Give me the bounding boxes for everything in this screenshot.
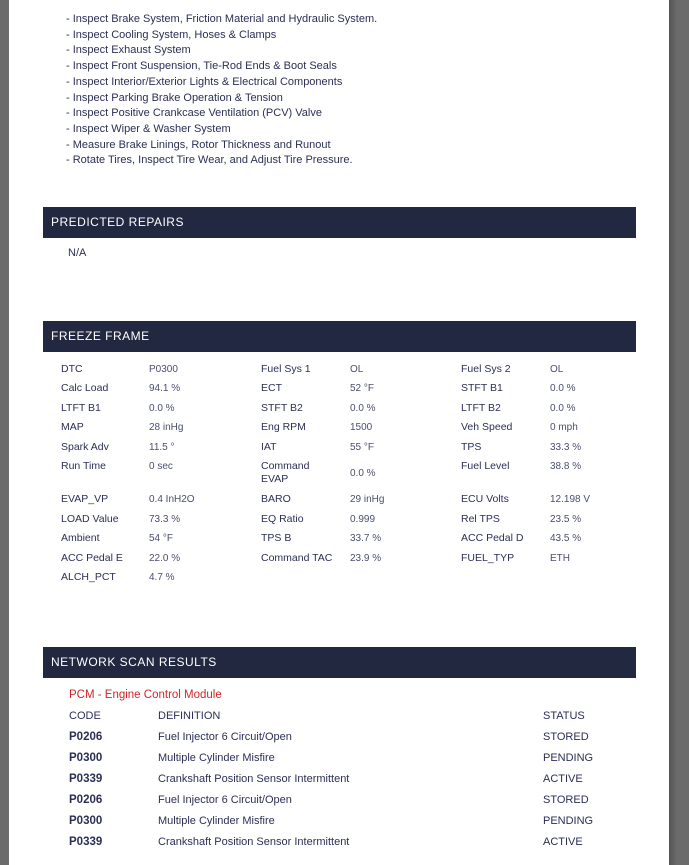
dtc-status: PENDING <box>543 815 594 827</box>
freeze-frame-label: STFT B2 <box>261 402 303 414</box>
freeze-frame-value: ETH <box>550 553 570 564</box>
freeze-frame-label: FUEL_TYP <box>461 552 515 564</box>
dtc-definition: Multiple Cylinder Misfire <box>158 752 275 764</box>
freeze-frame-label: Rel TPS <box>461 513 500 525</box>
freeze-frame-value: 0.4 InH2O <box>149 494 195 505</box>
freeze-frame-value: 28 inHg <box>149 422 184 433</box>
freeze-frame-value: 0.999 <box>350 514 376 525</box>
freeze-frame-value: 94.1 % <box>149 383 181 394</box>
checklist-item: - Inspect Front Suspension, Tie-Rod Ends & Boot Seals <box>66 60 337 73</box>
freeze-frame-value: 0 sec <box>149 461 173 472</box>
network-scan-header: NETWORK SCAN RESULTS <box>43 647 636 678</box>
freeze-frame-value: 12.198 V <box>550 494 591 505</box>
freeze-frame-label: BARO <box>261 493 291 505</box>
freeze-frame-label: Fuel Sys 2 <box>461 363 511 375</box>
freeze-frame-label: LTFT B1 <box>61 402 101 414</box>
dtc-status: STORED <box>543 731 589 743</box>
status-column-header: STATUS <box>543 710 585 722</box>
freeze-frame-label: ECU Volts <box>461 493 509 505</box>
dtc-status: ACTIVE <box>543 773 583 785</box>
dtc-code: P0206 <box>69 731 103 743</box>
freeze-frame-value: 0.0 % <box>550 383 576 394</box>
freeze-frame-header: FREEZE FRAME <box>43 321 636 352</box>
freeze-frame-label: IAT <box>261 441 277 453</box>
freeze-frame-label: LTFT B2 <box>461 402 501 414</box>
freeze-frame-value: 29 inHg <box>350 494 385 505</box>
dtc-code: P0206 <box>69 794 103 806</box>
dtc-status: PENDING <box>543 752 594 764</box>
checklist-item: - Inspect Parking Brake Operation & Tension <box>66 91 283 104</box>
freeze-frame-label: ECT <box>261 382 282 394</box>
checklist-item: - Rotate Tires, Inspect Tire Wear, and Adjust Tire Pressure. <box>66 154 353 167</box>
checklist-item: - Inspect Interior/Exterior Lights & Electrical Components <box>66 75 343 88</box>
freeze-frame-value: 0.0 % <box>550 403 576 414</box>
viewer-background <box>669 0 689 865</box>
code-column-header: CODE <box>69 710 101 722</box>
freeze-frame-label: Veh Speed <box>461 421 513 433</box>
freeze-frame-value: 52 °F <box>350 383 375 394</box>
checklist-item: - Inspect Brake System, Friction Material and Hydraulic System. <box>66 13 378 25</box>
freeze-frame-value: 4.7 % <box>149 572 175 583</box>
freeze-frame-label: Run Time <box>61 460 106 472</box>
freeze-frame-label: MAP <box>61 421 84 433</box>
freeze-frame-value: 1500 <box>350 422 373 433</box>
maintenance-checklist <box>66 12 377 169</box>
freeze-frame-label: Fuel Level <box>461 460 510 472</box>
freeze-frame-value: OL <box>350 364 364 375</box>
freeze-frame-label: Calc Load <box>61 382 109 394</box>
freeze-frame-value: 43.5 % <box>550 533 582 544</box>
definition-column-header: DEFINITION <box>158 710 221 722</box>
predicted-repairs-value: N/A <box>68 247 87 259</box>
predicted-repairs-header: PREDICTED REPAIRS <box>43 207 636 238</box>
freeze-frame-label: Ambient <box>61 532 100 544</box>
freeze-frame-value: 33.7 % <box>350 533 382 544</box>
module-title: PCM - Engine Control Module <box>69 689 222 701</box>
dtc-code: P0300 <box>69 752 103 764</box>
dtc-code: P0300 <box>69 815 103 827</box>
freeze-frame-value: 0.0 % <box>350 403 376 414</box>
freeze-frame-label: Spark Adv <box>61 441 109 453</box>
freeze-frame-label: Fuel Sys 1 <box>261 363 311 375</box>
freeze-frame-value: P0300 <box>149 364 178 375</box>
freeze-frame-value: 55 °F <box>350 442 375 453</box>
freeze-frame-value: 0.0 % <box>149 403 175 414</box>
freeze-frame-label: ACC Pedal E <box>61 552 123 564</box>
freeze-frame-label: Command EVAP <box>261 460 310 485</box>
checklist-item: - Inspect Positive Crankcase Ventilation (PCV) Valve <box>66 107 322 120</box>
freeze-frame-value: 33.3 % <box>550 442 582 453</box>
freeze-frame-label: EQ Ratio <box>261 513 304 525</box>
freeze-frame-value: 0 mph <box>550 422 578 433</box>
freeze-frame-label: EVAP_VP <box>61 493 109 505</box>
freeze-frame-label: TPS B <box>261 532 292 544</box>
freeze-frame-label: STFT B1 <box>461 382 503 394</box>
freeze-frame-value: 23.5 % <box>550 514 582 525</box>
checklist-item: - Inspect Wiper & Washer System <box>66 122 231 135</box>
dtc-definition: Fuel Injector 6 Circuit/Open <box>158 794 292 806</box>
freeze-frame-label: LOAD Value <box>61 513 119 525</box>
freeze-frame-value: 73.3 % <box>149 514 181 525</box>
freeze-frame-label: ALCH_PCT <box>61 571 116 583</box>
freeze-frame-label: ACC Pedal D <box>461 532 524 544</box>
freeze-frame-label: Eng RPM <box>261 421 306 433</box>
report-page <box>9 0 669 865</box>
dtc-code: P0339 <box>69 773 103 785</box>
freeze-frame-value: 11.5 ° <box>149 442 175 453</box>
dtc-definition: Crankshaft Position Sensor Intermittent <box>158 836 350 848</box>
freeze-frame-value: 54 °F <box>149 533 174 544</box>
checklist-item: - Inspect Cooling System, Hoses & Clamps <box>66 28 277 41</box>
dtc-definition: Crankshaft Position Sensor Intermittent <box>158 773 350 785</box>
freeze-frame-label: Command TAC <box>261 552 333 564</box>
dtc-status: STORED <box>543 794 589 806</box>
freeze-frame-value: 23.9 % <box>350 553 382 564</box>
checklist-item: - Inspect Exhaust System <box>66 44 191 57</box>
dtc-code: P0339 <box>69 836 103 848</box>
freeze-frame-label: TPS <box>461 441 482 453</box>
freeze-frame-label: DTC <box>61 363 83 375</box>
dtc-definition: Multiple Cylinder Misfire <box>158 815 275 827</box>
freeze-frame-value: 38.8 % <box>550 461 582 472</box>
freeze-frame-value: OL <box>550 364 564 375</box>
dtc-status: ACTIVE <box>543 836 583 848</box>
freeze-frame-value: 0.0 % <box>350 468 376 479</box>
dtc-definition: Fuel Injector 6 Circuit/Open <box>158 731 292 743</box>
freeze-frame-value: 22.0 % <box>149 553 181 564</box>
checklist-item: - Measure Brake Linings, Rotor Thickness and Runout <box>66 138 331 151</box>
